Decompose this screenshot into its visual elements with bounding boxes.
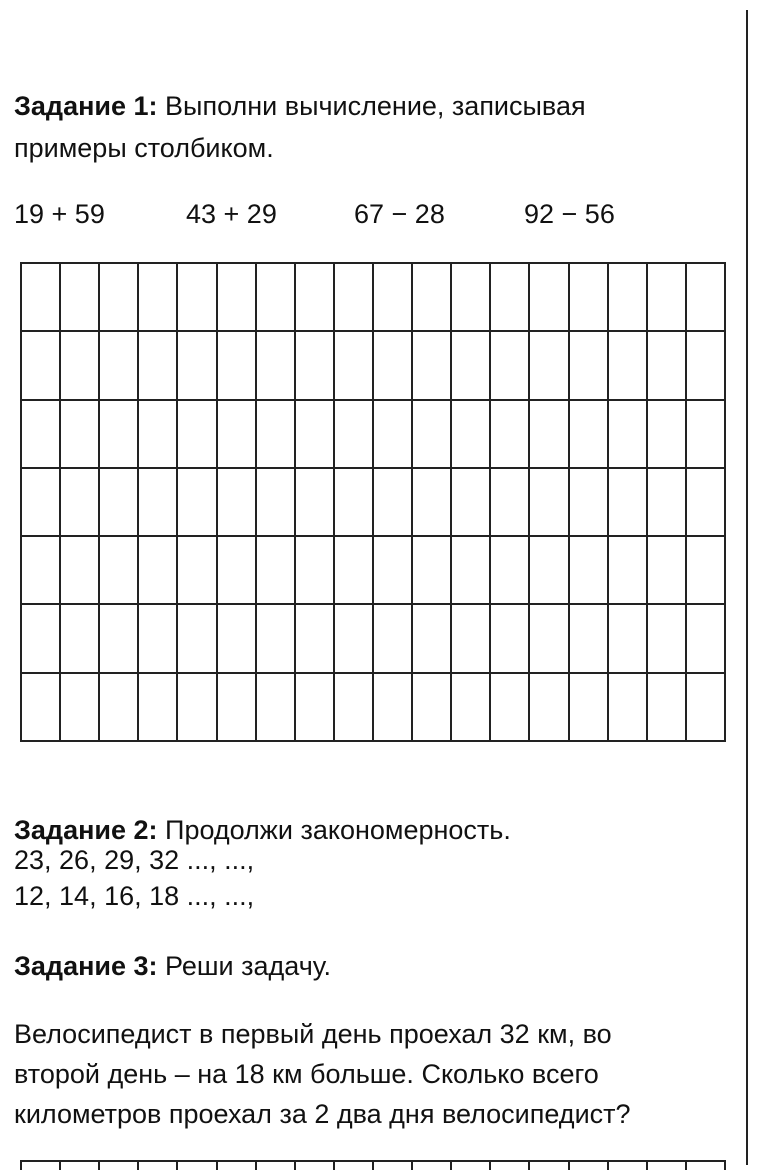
grid-cell — [452, 401, 491, 469]
grid-cell — [178, 605, 217, 673]
grid-cell — [61, 264, 100, 332]
grid-cell — [257, 605, 296, 673]
task3-heading — [14, 944, 331, 988]
grid-cell — [491, 1162, 530, 1170]
grid-cell — [257, 332, 296, 400]
grid-cell — [218, 674, 257, 742]
grid-cell — [178, 1162, 217, 1170]
grid-cell — [22, 537, 61, 605]
grid-cell — [530, 605, 569, 673]
grid-cell — [374, 332, 413, 400]
task1-text-line1: Выполни вычисление, записывая — [157, 91, 586, 121]
grid-cell — [139, 1162, 178, 1170]
grid-cell — [139, 264, 178, 332]
grid-cell — [296, 605, 335, 673]
grid-cell — [413, 605, 452, 673]
grid-cell — [609, 469, 648, 537]
grid-cell — [530, 264, 569, 332]
grid-cell — [335, 605, 374, 673]
task1-text-line2: примеры столбиком. — [14, 133, 274, 163]
grid-cell — [491, 332, 530, 400]
grid-cell — [374, 401, 413, 469]
answer-grid[interactable] — [20, 262, 726, 742]
grid-cell — [335, 264, 374, 332]
grid-cell — [61, 332, 100, 400]
grid-cell — [413, 537, 452, 605]
task3-problem-line2: второй день – на 18 км больше. Сколько всего — [14, 1059, 599, 1089]
problems-row — [14, 194, 714, 234]
grid-cell — [452, 469, 491, 537]
grid-cell — [648, 332, 687, 400]
grid-cell — [530, 1162, 569, 1170]
grid-cell — [491, 537, 530, 605]
grid-cell — [100, 1162, 139, 1170]
grid-cell — [178, 401, 217, 469]
grid-cell — [61, 1162, 100, 1170]
problem-3: 67 − 28 — [354, 199, 445, 229]
grid-cell — [687, 537, 726, 605]
grid-cell — [335, 401, 374, 469]
grid-cell — [609, 605, 648, 673]
problem-1: 19 + 59 — [14, 199, 105, 229]
grid-cell — [687, 605, 726, 673]
task1-label: Задание 1: — [14, 91, 158, 121]
grid-cell — [570, 401, 609, 469]
grid-cell — [452, 1162, 491, 1170]
grid-cell — [452, 537, 491, 605]
grid-cell — [22, 1162, 61, 1170]
grid-cell — [139, 401, 178, 469]
grid-cell — [22, 332, 61, 400]
grid-cell — [100, 605, 139, 673]
grid-cell — [61, 401, 100, 469]
grid-cell — [178, 264, 217, 332]
grid-cell — [374, 537, 413, 605]
grid-cell — [139, 537, 178, 605]
grid-cell — [296, 469, 335, 537]
sequence-2: 12, 14, 16, 18 ..., ..., — [14, 881, 255, 911]
grid-cell — [687, 674, 726, 742]
task2-text: Продолжи закономерность. — [157, 815, 511, 845]
grid-cell — [296, 264, 335, 332]
grid-cell — [687, 401, 726, 469]
grid-cell — [413, 469, 452, 537]
page-edge-line — [746, 10, 748, 1165]
grid-cell — [335, 537, 374, 605]
grid-cell — [374, 605, 413, 673]
grid-cell — [296, 1162, 335, 1170]
grid-cell — [335, 332, 374, 400]
grid-cell — [218, 605, 257, 673]
grid-cell — [374, 264, 413, 332]
grid-cell — [100, 332, 139, 400]
grid-cell — [374, 674, 413, 742]
grid-cell — [61, 537, 100, 605]
grid-cell — [257, 264, 296, 332]
grid-cell — [22, 674, 61, 742]
grid-cell — [648, 264, 687, 332]
grid-cell — [648, 605, 687, 673]
grid-cell — [570, 1162, 609, 1170]
grid-cell — [178, 537, 217, 605]
grid-cell — [22, 469, 61, 537]
grid-cell — [100, 674, 139, 742]
grid-cell — [648, 537, 687, 605]
grid-cell — [257, 401, 296, 469]
grid-cell — [139, 469, 178, 537]
grid-cell — [452, 605, 491, 673]
grid-cell — [452, 332, 491, 400]
grid-cell — [22, 605, 61, 673]
grid-cell — [491, 401, 530, 469]
answer-grid-bottom[interactable] — [20, 1160, 726, 1170]
grid-cell — [687, 264, 726, 332]
grid-cell — [139, 605, 178, 673]
grid-cell — [335, 1162, 374, 1170]
grid-cell — [218, 469, 257, 537]
grid-cell — [570, 332, 609, 400]
grid-cell — [609, 1162, 648, 1170]
grid-cell — [530, 537, 569, 605]
grid-cell — [530, 401, 569, 469]
grid-cell — [257, 674, 296, 742]
grid-cell — [609, 401, 648, 469]
grid-cell — [491, 469, 530, 537]
grid-cell — [61, 674, 100, 742]
task2-label: Задание 2: — [14, 815, 158, 845]
grid-cell — [452, 674, 491, 742]
grid-cell — [178, 674, 217, 742]
grid-cell — [648, 469, 687, 537]
grid-cell — [22, 401, 61, 469]
grid-cell — [218, 1162, 257, 1170]
sequence-1: 23, 26, 29, 32 ..., ..., — [14, 845, 255, 875]
grid-cell — [335, 469, 374, 537]
task3-label: Задание 3: — [14, 951, 158, 981]
grid-cell — [452, 264, 491, 332]
grid-cell — [609, 537, 648, 605]
grid-cell — [335, 674, 374, 742]
grid-cell — [413, 674, 452, 742]
problem-4: 92 − 56 — [524, 199, 615, 229]
grid-cell — [609, 332, 648, 400]
grid-cell — [374, 1162, 413, 1170]
grid-cell — [491, 605, 530, 673]
grid-cell — [257, 469, 296, 537]
grid-cell — [570, 469, 609, 537]
grid-cell — [687, 469, 726, 537]
grid-cell — [648, 674, 687, 742]
grid-cell — [374, 469, 413, 537]
grid-cell — [100, 537, 139, 605]
grid-cell — [570, 674, 609, 742]
grid-cell — [687, 332, 726, 400]
problem-2: 43 + 29 — [186, 199, 277, 229]
grid-cell — [100, 469, 139, 537]
grid-cell — [491, 674, 530, 742]
grid-cell — [61, 605, 100, 673]
grid-cell — [100, 264, 139, 332]
grid-cell — [530, 674, 569, 742]
grid-cell — [257, 1162, 296, 1170]
grid-cell — [570, 537, 609, 605]
task3-text: Реши задачу. — [157, 951, 332, 981]
grid-cell — [139, 332, 178, 400]
grid-cell — [296, 401, 335, 469]
grid-cell — [648, 1162, 687, 1170]
grid-cell — [218, 264, 257, 332]
grid-cell — [530, 469, 569, 537]
grid-cell — [570, 264, 609, 332]
grid-cell — [413, 264, 452, 332]
grid-cell — [218, 332, 257, 400]
grid-cell — [178, 469, 217, 537]
grid-cell — [491, 264, 530, 332]
grid-cell — [218, 401, 257, 469]
grid-cell — [178, 332, 217, 400]
grid-cell — [61, 469, 100, 537]
grid-cell — [139, 674, 178, 742]
grid-cell — [530, 332, 569, 400]
grid-cell — [296, 537, 335, 605]
task3-problem-line3: километров проехал за 2 два дня велосипедист? — [14, 1099, 631, 1129]
grid-cell — [687, 1162, 726, 1170]
grid-cell — [413, 401, 452, 469]
grid-cell — [257, 537, 296, 605]
grid-cell — [570, 605, 609, 673]
grid-cell — [22, 264, 61, 332]
grid-cell — [609, 674, 648, 742]
grid-cell — [413, 1162, 452, 1170]
task3-problem-line1: Велосипедист в первый день проехал 32 км, во — [14, 1019, 612, 1049]
grid-cell — [609, 264, 648, 332]
grid-cell — [648, 401, 687, 469]
grid-cell — [218, 537, 257, 605]
grid-cell — [296, 674, 335, 742]
grid-cell — [100, 401, 139, 469]
task1-heading — [14, 84, 586, 128]
grid-cell — [413, 332, 452, 400]
grid-cell — [296, 332, 335, 400]
